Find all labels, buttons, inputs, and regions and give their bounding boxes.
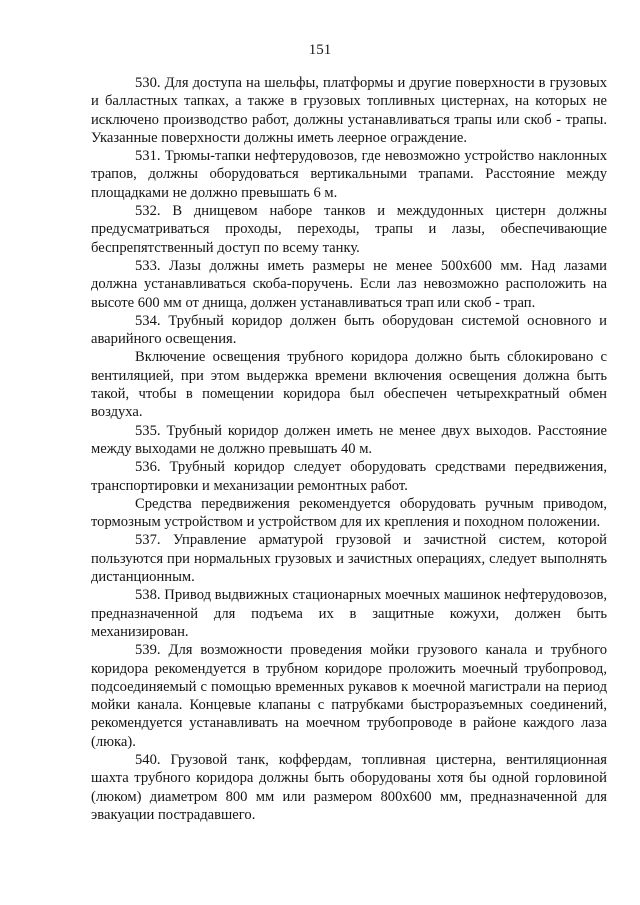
paragraph-532: 532. В днищевом наборе танков и междудонных цистерн должны предусматриваться проходы, переходы, трапы и лазы, обеспечивающие беспрепятственный доступ по всему танку. xyxy=(91,203,607,256)
paragraph-536-continued: Средства передвижения рекомендуется оборудовать ручным приводом, тормозным устройством и устройством для их крепления и походном положении. xyxy=(91,495,607,531)
paragraph-540: 540. Грузовой танк, коффердам, топливная цистерна, вентиляционная шахта трубного коридора должны быть оборудованы хотя бы одной горловиной (люком) диаметром 800 мм или размером 800x600 мм, предназначенной для эвакуации пострадавшего. xyxy=(91,751,607,823)
paragraph-537: 537. Управление арматурой грузовой и зачистной систем, которой пользуются при нормальных грузовых и зачистных операциях, следует выполнять дистанционным. xyxy=(91,532,607,586)
paragraph-534: 534. Трубный коридор должен быть оборудован системой основного и аварийного освещения. xyxy=(91,312,607,348)
paragraph-530: 530. Для доступа на шельфы, платформы и другие поверхности в грузовых и балластных тапках, а также в грузовых топливных цистернах, на которых не исключено производство работ, должны устанавливаться трапы или скоб - трапы. Указанные поверхности должны иметь леерное ограждение. xyxy=(91,75,607,146)
document-body xyxy=(91,74,607,824)
paragraph-533: 533. Лазы должны иметь размеры не менее 500x600 мм. Над лазами должна устанавливаться скоба-поручень. Если лаз невозможно расположить на высоте 600 мм от днища, должен устанавливаться трап или скоб - трап. xyxy=(91,257,607,311)
paragraph-535: 535. Трубный коридор должен иметь не менее двух выходов. Расстояние между выходами не должно превышать 40 м. xyxy=(91,422,607,457)
paragraph-531: 531. Трюмы-тапки нефтерудовозов, где невозможно устройство наклонных трапов, должны оборудоваться вертикальными трапами. Расстояние между площадками не должно превышать 6 м. xyxy=(91,148,607,201)
paragraph-536: 536. Трубный коридор следует оборудовать средствами передвижения, транспортировки и механизации ремонтных работ. xyxy=(91,459,607,494)
paragraph-539: 539. Для возможности проведения мойки грузового канала и трубного коридора рекомендуется в трубном коридоре проложить моечный трубопровод, подсоединяемый с помощью временных рукавов к моечной магистрали на период мойки канала. Концевые клапаны с патрубками быстроразъемных соединений, рекомендуется устанавливать на моечном трубопроводе в районе каждого лаза (люка). xyxy=(91,642,607,750)
paragraph-538: 538. Привод выдвижных стационарных моечных машинок нефтерудовозов, предназначенной для подъема их в защитные кожухи, должен быть механизирован. xyxy=(91,587,607,640)
paragraph-534-continued: Включение освещения трубного коридора должно быть сблокировано с вентиляцией, при этом выдержка времени включения освещения должна быть такой, чтобы в помещении коридора был обеспечен четырехкратный обмен воздуха. xyxy=(91,349,607,421)
page-number: 151 xyxy=(308,42,332,58)
